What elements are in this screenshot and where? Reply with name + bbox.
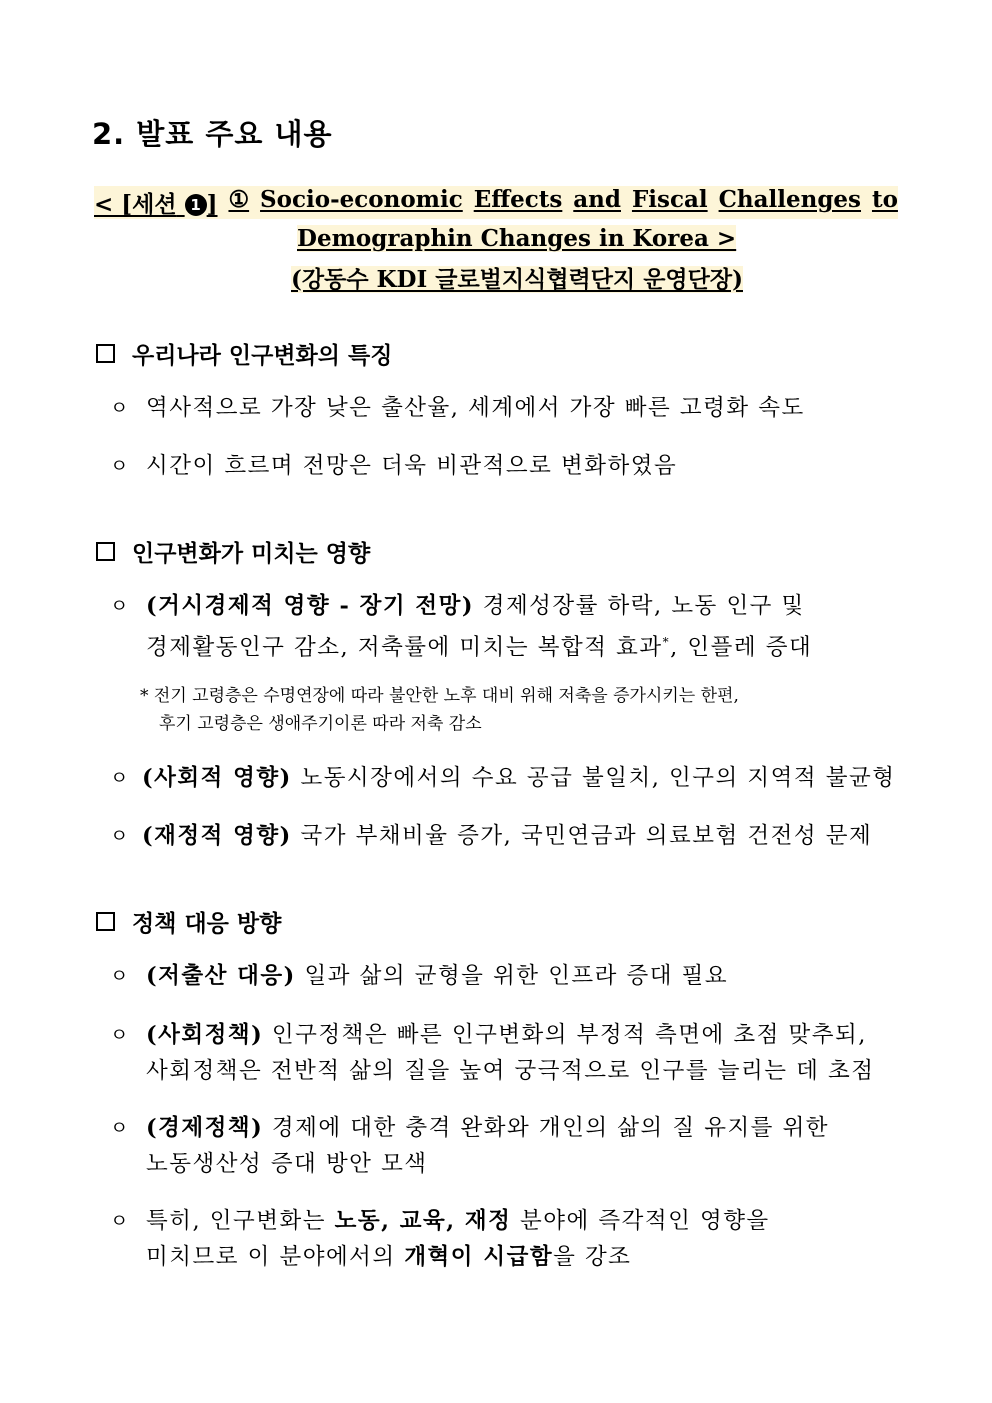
- section-title: 정책 대응 방향: [132, 910, 282, 937]
- bullet-bold-label: (저출산 대응): [146, 963, 296, 989]
- bullet-text: 경제에 대한 충격 완화와 개인의 삶의 질 유지를 위한: [263, 1115, 830, 1141]
- bullet-circle-icon: ㅇ: [110, 397, 130, 419]
- bullet-text: 인구정책은 빠른 인구변화의 부정적 측면에 초점 맞추되,: [263, 1022, 867, 1048]
- bullet-text: 을 강조: [553, 1244, 632, 1270]
- title-word: Effects: [473, 186, 563, 213]
- bullet-text: 경제성장률 하락, 노동 인구 및: [474, 593, 805, 619]
- session-presenter: (강동수 KDI 글로벌지식협력단지 운영단장): [291, 266, 743, 293]
- title-word: Challenges: [718, 186, 862, 213]
- bullet-item: [110, 390, 900, 426]
- bullet-bold-label: (재정적 영향): [142, 823, 292, 849]
- section-header: [96, 337, 392, 370]
- bullet-circle-icon: ㅇ: [110, 965, 130, 987]
- bullet-text: 분야에 즉각적인 영향을: [511, 1208, 770, 1234]
- bullet-item: [110, 1110, 900, 1182]
- bullet-item: [110, 588, 900, 666]
- bullet-bold-label: (거시경제적 영향 - 장기 전망): [146, 593, 475, 619]
- bullet-item: [110, 958, 900, 994]
- checkbox-square-icon: [96, 542, 115, 561]
- title-word: Fiscal: [631, 186, 708, 213]
- bullet-text: 역사적으로 가장 낮은 출산율, 세계에서 가장 빠른 고령화 속도: [146, 395, 805, 421]
- title-word: to: [871, 186, 898, 213]
- bullet-circle-icon: ㅇ: [110, 1210, 130, 1232]
- bullet-item: [110, 760, 900, 796]
- section-heading: 2. 발표 주요 내용: [92, 117, 333, 151]
- section-title: 인구변화가 미치는 영향: [132, 540, 371, 567]
- footnote: [140, 682, 902, 738]
- session-title-line1: [94, 186, 898, 219]
- bullet-item: [110, 818, 900, 854]
- session-prefix: < [세션: [94, 191, 177, 218]
- footnote-line: 후기 고령층은 생애주기이론 따라 저축 감소: [159, 714, 482, 734]
- bullet-text: , 인플레 증대: [670, 634, 813, 661]
- session-title-block: [94, 186, 898, 294]
- bullet-text: 시간이 흐르며 전망은 더욱 비관적으로 변화하였음: [146, 453, 678, 479]
- footnote-mark: *: [662, 635, 671, 649]
- bullet-bold-label: (사회정책): [146, 1022, 264, 1048]
- bullet-circle-icon: ㅇ: [110, 1024, 130, 1046]
- footnote-line: * 전기 고령층은 수명연장에 따라 불안한 노후 대비 위해 저축을 증가시키는 한편,: [140, 686, 739, 706]
- circled-number: ①: [228, 186, 250, 213]
- bullet-text: 미치므로 이 분야에서의: [146, 1244, 405, 1270]
- bullet-item: [110, 1017, 900, 1089]
- section-title: 우리나라 인구변화의 특징: [132, 342, 393, 369]
- bullet-text: 일과 삶의 균형을 위한 인프라 증대 필요: [295, 963, 729, 989]
- section-header: [96, 905, 281, 938]
- bullet-circle-icon: ㅇ: [110, 595, 130, 617]
- bullet-circle-icon: ㅇ: [110, 1117, 130, 1139]
- bullet-item: [110, 448, 900, 484]
- bullet-item: [110, 1203, 900, 1275]
- bullet-bold-label: (사회적 영향): [142, 765, 292, 791]
- bullet-text: 국가 부채비율 증가, 국민연금과 의료보험 건전성 문제: [291, 823, 873, 849]
- title-word: and: [573, 186, 621, 213]
- bullet-text: 사회정책은 전반적 삶의 질을 높여 궁극적으로 인구를 늘리는 데 초점: [146, 1058, 875, 1084]
- bullet-text: 노동생산성 증대 방안 모색: [146, 1151, 428, 1177]
- checkbox-square-icon: [96, 344, 115, 363]
- bullet-bold-label: (경제정책): [146, 1115, 264, 1141]
- bullet-bold-text: 개혁이 시급함: [404, 1244, 554, 1270]
- bullet-circle-icon: ㅇ: [110, 825, 130, 847]
- bullet-bold-text: 노동, 교육, 재정: [334, 1208, 512, 1234]
- session-bracket: ]: [206, 191, 218, 218]
- session-number-badge: 1: [185, 194, 207, 216]
- session-title-line2: Demographin Changes in Korea >: [297, 225, 737, 252]
- section-header: [96, 535, 370, 568]
- bullet-text: 노동시장에서의 수요 공급 불일치, 인구의 지역적 불균형: [291, 765, 896, 791]
- bullet-text: 경제활동인구 감소, 저축률에 미치는 복합적 효과: [146, 634, 663, 661]
- checkbox-square-icon: [96, 912, 115, 931]
- bullet-circle-icon: ㅇ: [110, 767, 130, 789]
- title-word: Socio-economic: [260, 186, 463, 213]
- bullet-circle-icon: ㅇ: [110, 455, 130, 477]
- bullet-text: 특히, 인구변화는: [146, 1208, 335, 1234]
